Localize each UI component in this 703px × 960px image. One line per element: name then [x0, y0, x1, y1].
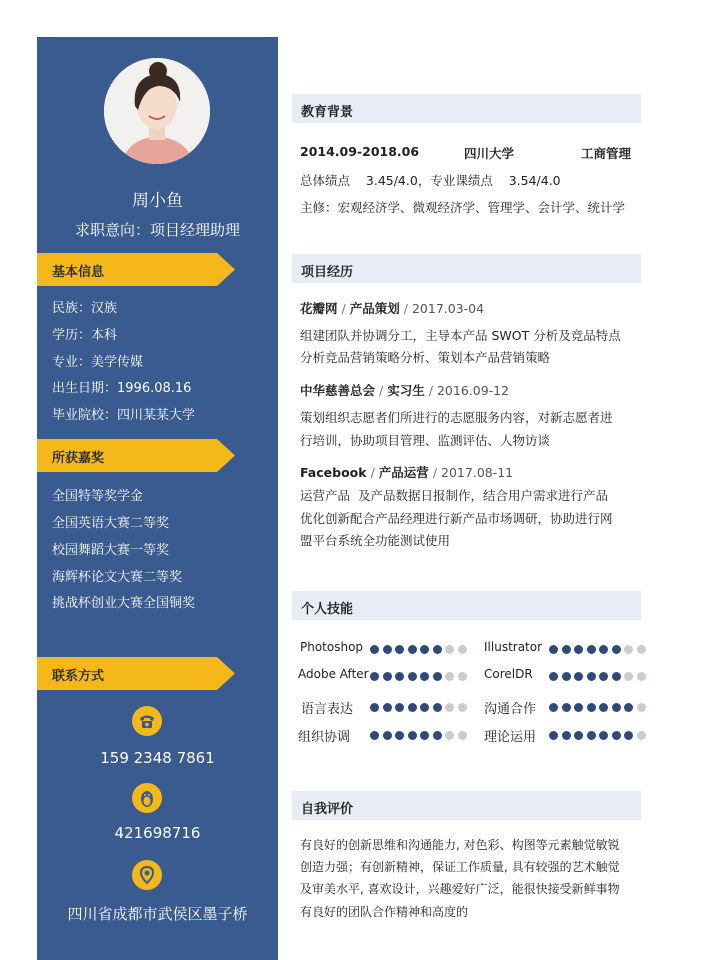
rating-dot-filled [420, 672, 429, 681]
evaluation-line: 有良好的团队合作精神和高度的 [300, 905, 469, 919]
separator: / [432, 465, 438, 480]
rating-dot-filled [383, 703, 392, 712]
rating-dot-filled [549, 731, 558, 740]
rating-dot-filled [612, 731, 621, 740]
qq-number: 421698716 [114, 824, 201, 842]
basic-info-title: 基本信息 [52, 265, 105, 280]
skill-name: Photoshop [300, 640, 364, 654]
rating-dot-filled [612, 672, 621, 681]
project-desc-line: 优化创新配合产品经理进行新产品市场调研，协助进行网 [300, 511, 613, 526]
education-courses: 主修：宏观经济学、微观经济学、管理学、会计学、统计学 [300, 200, 626, 215]
rating-dot-filled [549, 672, 558, 681]
evaluation-line: 有良好的创新思维和沟通能力, 对色彩、构图等元素触觉敏锐 [300, 838, 620, 852]
rating-dot-filled [420, 703, 429, 712]
education-title: 教育背景 [301, 105, 354, 120]
rating-dot-filled [587, 672, 596, 681]
education-header [292, 94, 641, 123]
location-pin-icon [132, 860, 162, 890]
awards-banner [37, 439, 235, 472]
project-org: Facebook [300, 465, 367, 480]
rating-dot-filled [395, 672, 404, 681]
project-desc-line: 行培训，协助项目管理、监测评估、人物访谈 [300, 433, 551, 448]
rating-dot-filled [370, 703, 379, 712]
evaluation-line: 创造力强；有创新精神，保证工作质量, 具有较强的艺术触觉 [300, 860, 620, 874]
skill-name: Adobe After [298, 667, 369, 681]
separator: / [379, 383, 384, 398]
basic-info-birthdate: 出生日期：1996.08.16 [52, 381, 192, 396]
project-org: 中华慈善总会 [300, 383, 376, 398]
award-item: 海辉杯论文大赛二等奖 [52, 570, 183, 585]
rating-dot-filled [549, 703, 558, 712]
award-item: 全国英语大赛二等奖 [52, 516, 170, 531]
education-school: 四川大学 [464, 146, 515, 161]
rating-dot-filled [408, 703, 417, 712]
rating-dot-filled [574, 672, 583, 681]
basic-info-major: 专业：美学传媒 [52, 355, 144, 370]
rating-dot-empty [445, 672, 454, 681]
rating-dot-filled [433, 703, 442, 712]
rating-dot-filled [562, 731, 571, 740]
separator: / [428, 383, 433, 398]
penguin-icon [132, 783, 162, 813]
rating-dot-filled [599, 645, 608, 654]
project-date: 2017.08-11 [441, 465, 514, 480]
rating-dot-filled [420, 731, 429, 740]
separator: / [403, 301, 408, 316]
rating-dot-empty [637, 672, 646, 681]
rating-dot-filled [624, 703, 633, 712]
rating-dot-filled [395, 731, 404, 740]
rating-dot-filled [562, 672, 571, 681]
rating-dot-filled [370, 731, 379, 740]
separator: / [370, 465, 375, 480]
skill-name: 组织协调 [298, 730, 351, 745]
basic-info-banner [37, 253, 235, 286]
project-heading [300, 463, 513, 481]
rating-dot-filled [433, 645, 442, 654]
skill-name: 理论运用 [484, 730, 537, 745]
evaluation-header [292, 791, 641, 820]
skills-header [292, 591, 641, 620]
rating-dot-filled [408, 731, 417, 740]
rating-dot-empty [637, 703, 646, 712]
education-major: 工商管理 [581, 146, 632, 161]
rating-dot-filled [624, 731, 633, 740]
job-intent-value: 项目经理助理 [150, 221, 241, 239]
skills-title: 个人技能 [301, 602, 354, 617]
project-desc-line: 策划组织志愿者们所进行的志愿服务内容，对新志愿者进 [300, 410, 613, 425]
rating-dot-filled [574, 645, 583, 654]
projects-header [292, 254, 641, 283]
rating-dot-filled [420, 645, 429, 654]
rating-dot-empty [458, 645, 467, 654]
contact-banner [37, 657, 235, 690]
project-heading [300, 299, 484, 317]
rating-dot-filled [587, 731, 596, 740]
education-gpa: 总体绩点 3.45/4.0，专业课绩点 3.54/4.0 [300, 173, 561, 188]
rating-dot-filled [408, 645, 417, 654]
education-period: 2014.09-2018.06 [300, 144, 420, 159]
project-desc-line: 分析竞品营销策略分析、策划本产品营销策略 [300, 350, 551, 365]
rating-dot-empty [637, 645, 646, 654]
rating-dot-empty [445, 731, 454, 740]
project-date: 2016.09-12 [436, 383, 510, 398]
evaluation-line: 及审美水平, 喜欢设计，兴趣爱好广泛，能很快接受新鲜事物 [300, 882, 620, 896]
skill-name: Illustrator [484, 640, 543, 654]
project-role: 产品策划 [349, 301, 400, 316]
avatar-photo [104, 58, 210, 164]
rating-dot-filled [370, 672, 379, 681]
rating-dot-empty [458, 672, 467, 681]
project-role: 实习生 [387, 383, 425, 398]
rating-dot-empty [458, 731, 467, 740]
rating-dot-filled [599, 672, 608, 681]
rating-dot-filled [383, 731, 392, 740]
rating-dot-filled [574, 731, 583, 740]
project-desc-line: 盟平台系统全功能测试使用 [300, 533, 451, 548]
rating-dot-filled [395, 703, 404, 712]
skill-name: 语言表达 [301, 702, 354, 717]
rating-dot-filled [612, 645, 621, 654]
rating-dot-filled [599, 731, 608, 740]
rating-dot-filled [574, 703, 583, 712]
rating-dot-filled [587, 645, 596, 654]
rating-dot-filled [383, 645, 392, 654]
projects-title: 项目经历 [301, 265, 354, 280]
rating-dot-filled [383, 672, 392, 681]
rating-dot-empty [445, 703, 454, 712]
award-item: 全国特等奖学金 [52, 489, 144, 504]
basic-info-ethnicity: 民族：汉族 [52, 301, 118, 316]
job-intent-label: 求职意向： [74, 221, 150, 239]
rating-dot-filled [562, 703, 571, 712]
awards-title: 所获嘉奖 [52, 451, 105, 466]
rating-dot-filled [433, 672, 442, 681]
rating-dot-empty [445, 645, 454, 654]
project-date: 2017.03-04 [411, 301, 485, 316]
rating-dot-empty [637, 731, 646, 740]
project-desc-line: 组建团队并协调分工，主导本产品 SWOT 分析及竞品特点 [300, 328, 621, 343]
rating-dot-filled [395, 645, 404, 654]
rating-dot-empty [624, 645, 633, 654]
phone-icon [132, 706, 162, 736]
project-org: 花瓣网 [300, 301, 338, 316]
rating-dot-empty [624, 672, 633, 681]
contact-title: 联系方式 [52, 669, 105, 684]
skill-name: CorelDR [484, 667, 533, 681]
address: 四川省成都市武侯区墨子桥 [67, 905, 248, 923]
award-item: 挑战杯创业大赛全国铜奖 [52, 596, 196, 611]
basic-info-degree: 学历：本科 [52, 328, 118, 343]
rating-dot-filled [612, 703, 621, 712]
rating-dot-filled [562, 645, 571, 654]
skill-name: 沟通合作 [484, 702, 537, 717]
rating-dot-filled [599, 703, 608, 712]
separator: / [341, 301, 346, 316]
rating-dot-filled [370, 645, 379, 654]
project-desc-line: 运营产品 及产品数据日报制作，结合用户需求进行产品 [300, 488, 608, 503]
rating-dot-filled [433, 731, 442, 740]
phone-number: 159 2348 7861 [100, 749, 215, 767]
award-item: 校园舞蹈大赛一等奖 [52, 543, 170, 558]
rating-dot-filled [549, 645, 558, 654]
rating-dot-empty [458, 703, 467, 712]
evaluation-title: 自我评价 [301, 802, 354, 817]
rating-dot-filled [587, 703, 596, 712]
basic-info-school: 毕业院校：四川某某大学 [52, 408, 196, 423]
rating-dot-filled [408, 672, 417, 681]
project-heading [300, 381, 509, 399]
job-intent [37, 219, 278, 240]
project-role: 产品运营 [378, 465, 429, 480]
candidate-name: 周小鱼 [132, 191, 183, 211]
